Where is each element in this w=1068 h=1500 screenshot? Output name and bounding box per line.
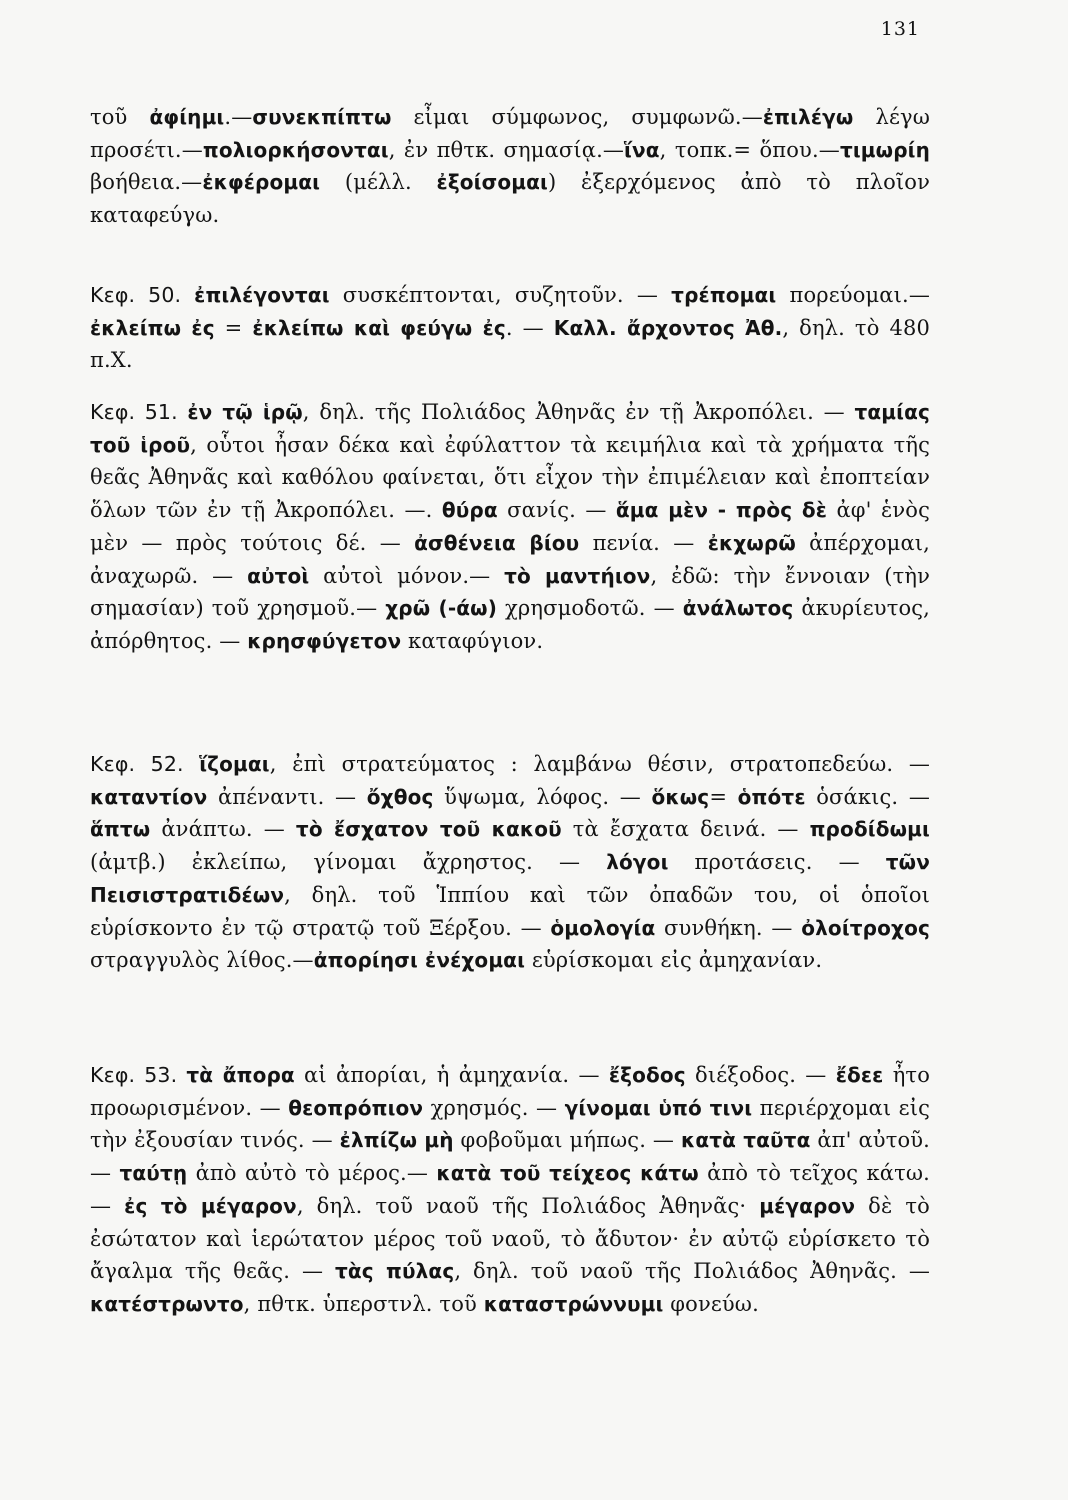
gloss-text: ὁσάκις. — xyxy=(805,784,930,809)
glossary-term: καταντίον xyxy=(90,784,208,809)
gloss-text: , ἐδῶ: τὴν ἔννοιαν (τὴν σημασίαν) τοῦ χρησμοῦ.— xyxy=(90,563,931,621)
glossary-term: ἵνα xyxy=(624,137,660,162)
paragraph-chapter-50 xyxy=(90,279,930,377)
gloss-text: εἶμαι σύμφωνος, συμφωνῶ.— xyxy=(391,105,763,129)
glossary-term: ἀσθένεια βίου xyxy=(414,530,580,555)
glossary-term: τὰ ἄπορα xyxy=(186,1063,295,1087)
gloss-text: ἀπέναντι. — xyxy=(207,784,367,809)
gloss-text: βοήθεια.— xyxy=(90,170,203,195)
gloss-text: ὕψωμα, λόφος. — xyxy=(433,784,652,809)
glossary-term: ὀλοίτροχος xyxy=(801,915,930,940)
glossary-term: αὐτοὶ xyxy=(247,563,310,588)
gloss-text: τοῦ xyxy=(90,105,150,129)
gloss-text: .— xyxy=(224,105,253,129)
glossary-term: ἐκχωρῶ xyxy=(707,530,796,555)
gloss-text: . — xyxy=(505,315,554,340)
gloss-text: εὑρίσκομαι εἰς ἀμηχανίαν. xyxy=(525,948,823,973)
glossary-term: ὅκως xyxy=(651,784,710,809)
gloss-text: ἀκυρίευτος, ἀπόρθητος. — xyxy=(90,596,930,653)
paragraph-chapter-53 xyxy=(90,1059,930,1321)
gloss-text: , δηλ. τοῦ ναοῦ τῆς Πολιάδος Ἀθηνᾶς· xyxy=(296,1193,760,1218)
glossary-term: ἀφίημι xyxy=(149,105,225,129)
gloss-text: χρησμοδοτῶ. — xyxy=(497,596,683,621)
glossary-term: καταστρώννυμι xyxy=(483,1291,664,1316)
glossary-term: ἀνάλωτος xyxy=(682,596,794,621)
gloss-text: ἦτο προωρισμένον. — xyxy=(90,1063,930,1120)
paragraph-chapter-51 xyxy=(90,396,930,658)
gloss-text: συσκέπτονται, συζητοῦν. — xyxy=(329,283,672,307)
gloss-text: ἀπέρχομαι, ἀναχωρῶ. — xyxy=(90,530,930,588)
glossary-term: ἅμα μὲν - πρὸς δὲ xyxy=(615,498,828,523)
gloss-text: , δηλ. τῆς Πολιάδος Ἀθηνᾶς ἐν τῇ Ἀκροπόλει. — xyxy=(302,400,855,424)
gloss-text: καταφύγιον. xyxy=(401,628,544,653)
gloss-text: στραγγυλὸς λίθος.— xyxy=(90,948,314,973)
gloss-text: φοβοῦμαι μήπως. — xyxy=(453,1128,681,1153)
glossary-term: ἐς τὸ μέγαρον xyxy=(124,1193,297,1218)
glossary-term: πολιορκήσονται xyxy=(202,137,389,162)
chapter-heading: Κεφ. 51. xyxy=(90,400,188,424)
glossary-term: ἔδεε xyxy=(835,1063,884,1087)
glossary-term: ἐν τῷ ἱρῷ xyxy=(187,400,303,424)
gloss-text: ) ἐξερχόμενος ἀπὸ τὸ πλοῖον καταφεύγω. xyxy=(90,170,930,228)
gloss-text: , ἐν πθτκ. σημασίᾳ.— xyxy=(388,137,625,162)
gloss-text: τὰ ἔσχατα δεινά. — xyxy=(561,817,810,842)
glossary-term: τρέπομαι xyxy=(671,283,777,307)
page-number: 131 xyxy=(880,18,920,40)
glossary-term: ἵζομαι xyxy=(199,752,270,776)
glossary-term: γίνομαι ὑπό τινι xyxy=(564,1095,753,1120)
paragraph-continuation xyxy=(90,101,930,232)
glossary-term: κατὰ τοῦ τείχεος κάτω xyxy=(436,1161,699,1186)
gloss-text: δὲ τὸ ἐσώτατον καὶ ἱερώτατον μέρος τοῦ ναοῦ, τὸ ἄδυτον· ἐν αὐτῷ εὑρίσκετο τὸ ἄγαλμα τῆς θεᾶς. — xyxy=(90,1193,930,1284)
gloss-text: διέξοδος. — xyxy=(685,1063,836,1087)
glossary-term: ἐπιλέγω xyxy=(762,105,854,129)
gloss-text: , πθτκ. ὑπερστνλ. τοῦ xyxy=(243,1291,484,1316)
glossary-term: ἐκλείπω καὶ φεύγω ἐς xyxy=(252,315,506,340)
glossary-term: ἐκλείπω ἐς xyxy=(90,315,215,340)
gloss-text: προτάσεις. — xyxy=(668,850,886,875)
glossary-term: ὁπότε xyxy=(737,784,806,809)
gloss-text: χρησμός. — xyxy=(423,1095,565,1120)
gloss-text: πενία. — xyxy=(579,530,708,555)
gloss-text: συνθήκη. — xyxy=(655,915,802,940)
gloss-text: περιέρχομαι εἰς τὴν ἐξουσίαν τινός. — xyxy=(90,1095,930,1153)
glossary-term: ἐπιλέγονται xyxy=(194,283,330,307)
glossary-term: ὁμολογία xyxy=(550,915,656,940)
gloss-text: ἀπὸ αὐτὸ τὸ μέρος.— xyxy=(187,1161,437,1186)
glossary-term: ταύτῃ xyxy=(119,1161,188,1186)
gloss-text: ἀπ' αὐτοῦ. — xyxy=(90,1128,930,1186)
glossary-term: ταμίας τοῦ ἱροῦ xyxy=(90,400,930,457)
gloss-text: λέγω προσέτι.— xyxy=(90,105,930,162)
glossary-term: τὰς πύλας xyxy=(335,1259,455,1284)
gloss-text: σανίς. — xyxy=(497,498,616,523)
glossary-term: θεοπρόπιον xyxy=(288,1095,424,1120)
glossary-term: μέγαρον xyxy=(759,1193,856,1218)
glossary-term: χρῶ (-άω) xyxy=(385,596,498,621)
glossary-term: τιμωρίη xyxy=(839,137,930,162)
glossary-term: ἀπορίησι ἐνέχομαι xyxy=(313,948,526,973)
gloss-text: (ἀμτβ.) ἐκλείπω, γίνομαι ἄχρηστος. — xyxy=(90,850,607,875)
glossary-term: θύρα xyxy=(441,498,498,523)
glossary-term: ἐλπίζω μὴ xyxy=(339,1128,454,1153)
gloss-text: αἱ ἀπορίαι, ἡ ἀμηχανία. — xyxy=(294,1063,609,1087)
gloss-text: (μέλλ. xyxy=(320,170,437,195)
gloss-text: ἀνάπτω. — xyxy=(150,817,296,842)
gloss-text: αὐτοὶ μόνον.— xyxy=(309,563,505,588)
gloss-text: = xyxy=(709,784,738,809)
gloss-text: , δηλ. τὸ 480 π.Χ. xyxy=(90,315,930,373)
gloss-text: = xyxy=(214,315,253,340)
glossary-term: λόγοι xyxy=(606,850,669,875)
glossary-term: τὸ ἔσχατον τοῦ κακοῦ xyxy=(295,817,562,842)
chapter-heading: Κεφ. 50. xyxy=(90,283,195,307)
glossary-term: κατέστρωντο xyxy=(90,1291,244,1316)
chapter-heading: Κεφ. 53. xyxy=(90,1063,187,1087)
gloss-text: ἀπὸ τὸ τεῖχος κάτω. — xyxy=(90,1161,930,1218)
gloss-text: πορεύομαι.— xyxy=(776,283,930,307)
gloss-text: , δηλ. τοῦ Ἱππίου καὶ τῶν ὀπαδῶν του, οἱ ὁποῖοι εὑρίσκοντο ἐν τῷ στρατῷ τοῦ Ξέρξου. — xyxy=(90,882,930,940)
gloss-text: ἀφ' ἑνὸς μὲν — πρὸς τούτοις δέ. — xyxy=(90,498,931,555)
glossary-term: ἐκφέρομαι xyxy=(202,170,321,195)
glossary-term: ὄχθος xyxy=(366,784,434,809)
chapter-heading: Κεφ. 52. xyxy=(90,752,200,776)
glossary-term: τὸ μαντήιον xyxy=(504,563,651,588)
gloss-text: , ἐπὶ στρατεύματος : λαμβάνω θέσιν, στρατοπεδεύω. — xyxy=(269,752,930,776)
glossary-term: ἅπτω xyxy=(90,817,151,842)
glossary-term: κρησφύγετον xyxy=(247,628,402,653)
glossary-term: κατὰ ταῦτα xyxy=(680,1128,811,1153)
gloss-text: φονεύω. xyxy=(663,1291,759,1316)
glossary-term: ἔξοδος xyxy=(608,1063,686,1087)
gloss-text: , δηλ. τοῦ ναοῦ τῆς Πολιάδος Ἀθηνᾶς. — xyxy=(454,1259,930,1284)
glossary-term: προδίδωμι xyxy=(809,817,930,842)
glossary-term: τῶν Πεισιστρατιδέων xyxy=(90,850,930,907)
glossary-term: ἐξοίσομαι xyxy=(436,170,548,195)
gloss-text: , τοπκ.= ὅπου.— xyxy=(659,137,840,162)
glossary-term: συνεκπίπτω xyxy=(252,105,392,129)
paragraph-chapter-52 xyxy=(90,748,930,977)
gloss-text: , οὗτοι ἦσαν δέκα καὶ ἐφύλαττον τὰ κειμήλια καὶ τὰ χρήματα τῆς θεᾶς Ἀθηνᾶς καὶ καθόλου φαίνεται, ὅτι εἶχον τὴν ἐπιμέλειαν καὶ ἐποπτείαν ὅλων τῶν ἐν τῇ Ἀκροπόλει. —. xyxy=(90,432,930,523)
glossary-term: Καλλ. ἄρχοντος Ἀθ. xyxy=(553,315,783,340)
